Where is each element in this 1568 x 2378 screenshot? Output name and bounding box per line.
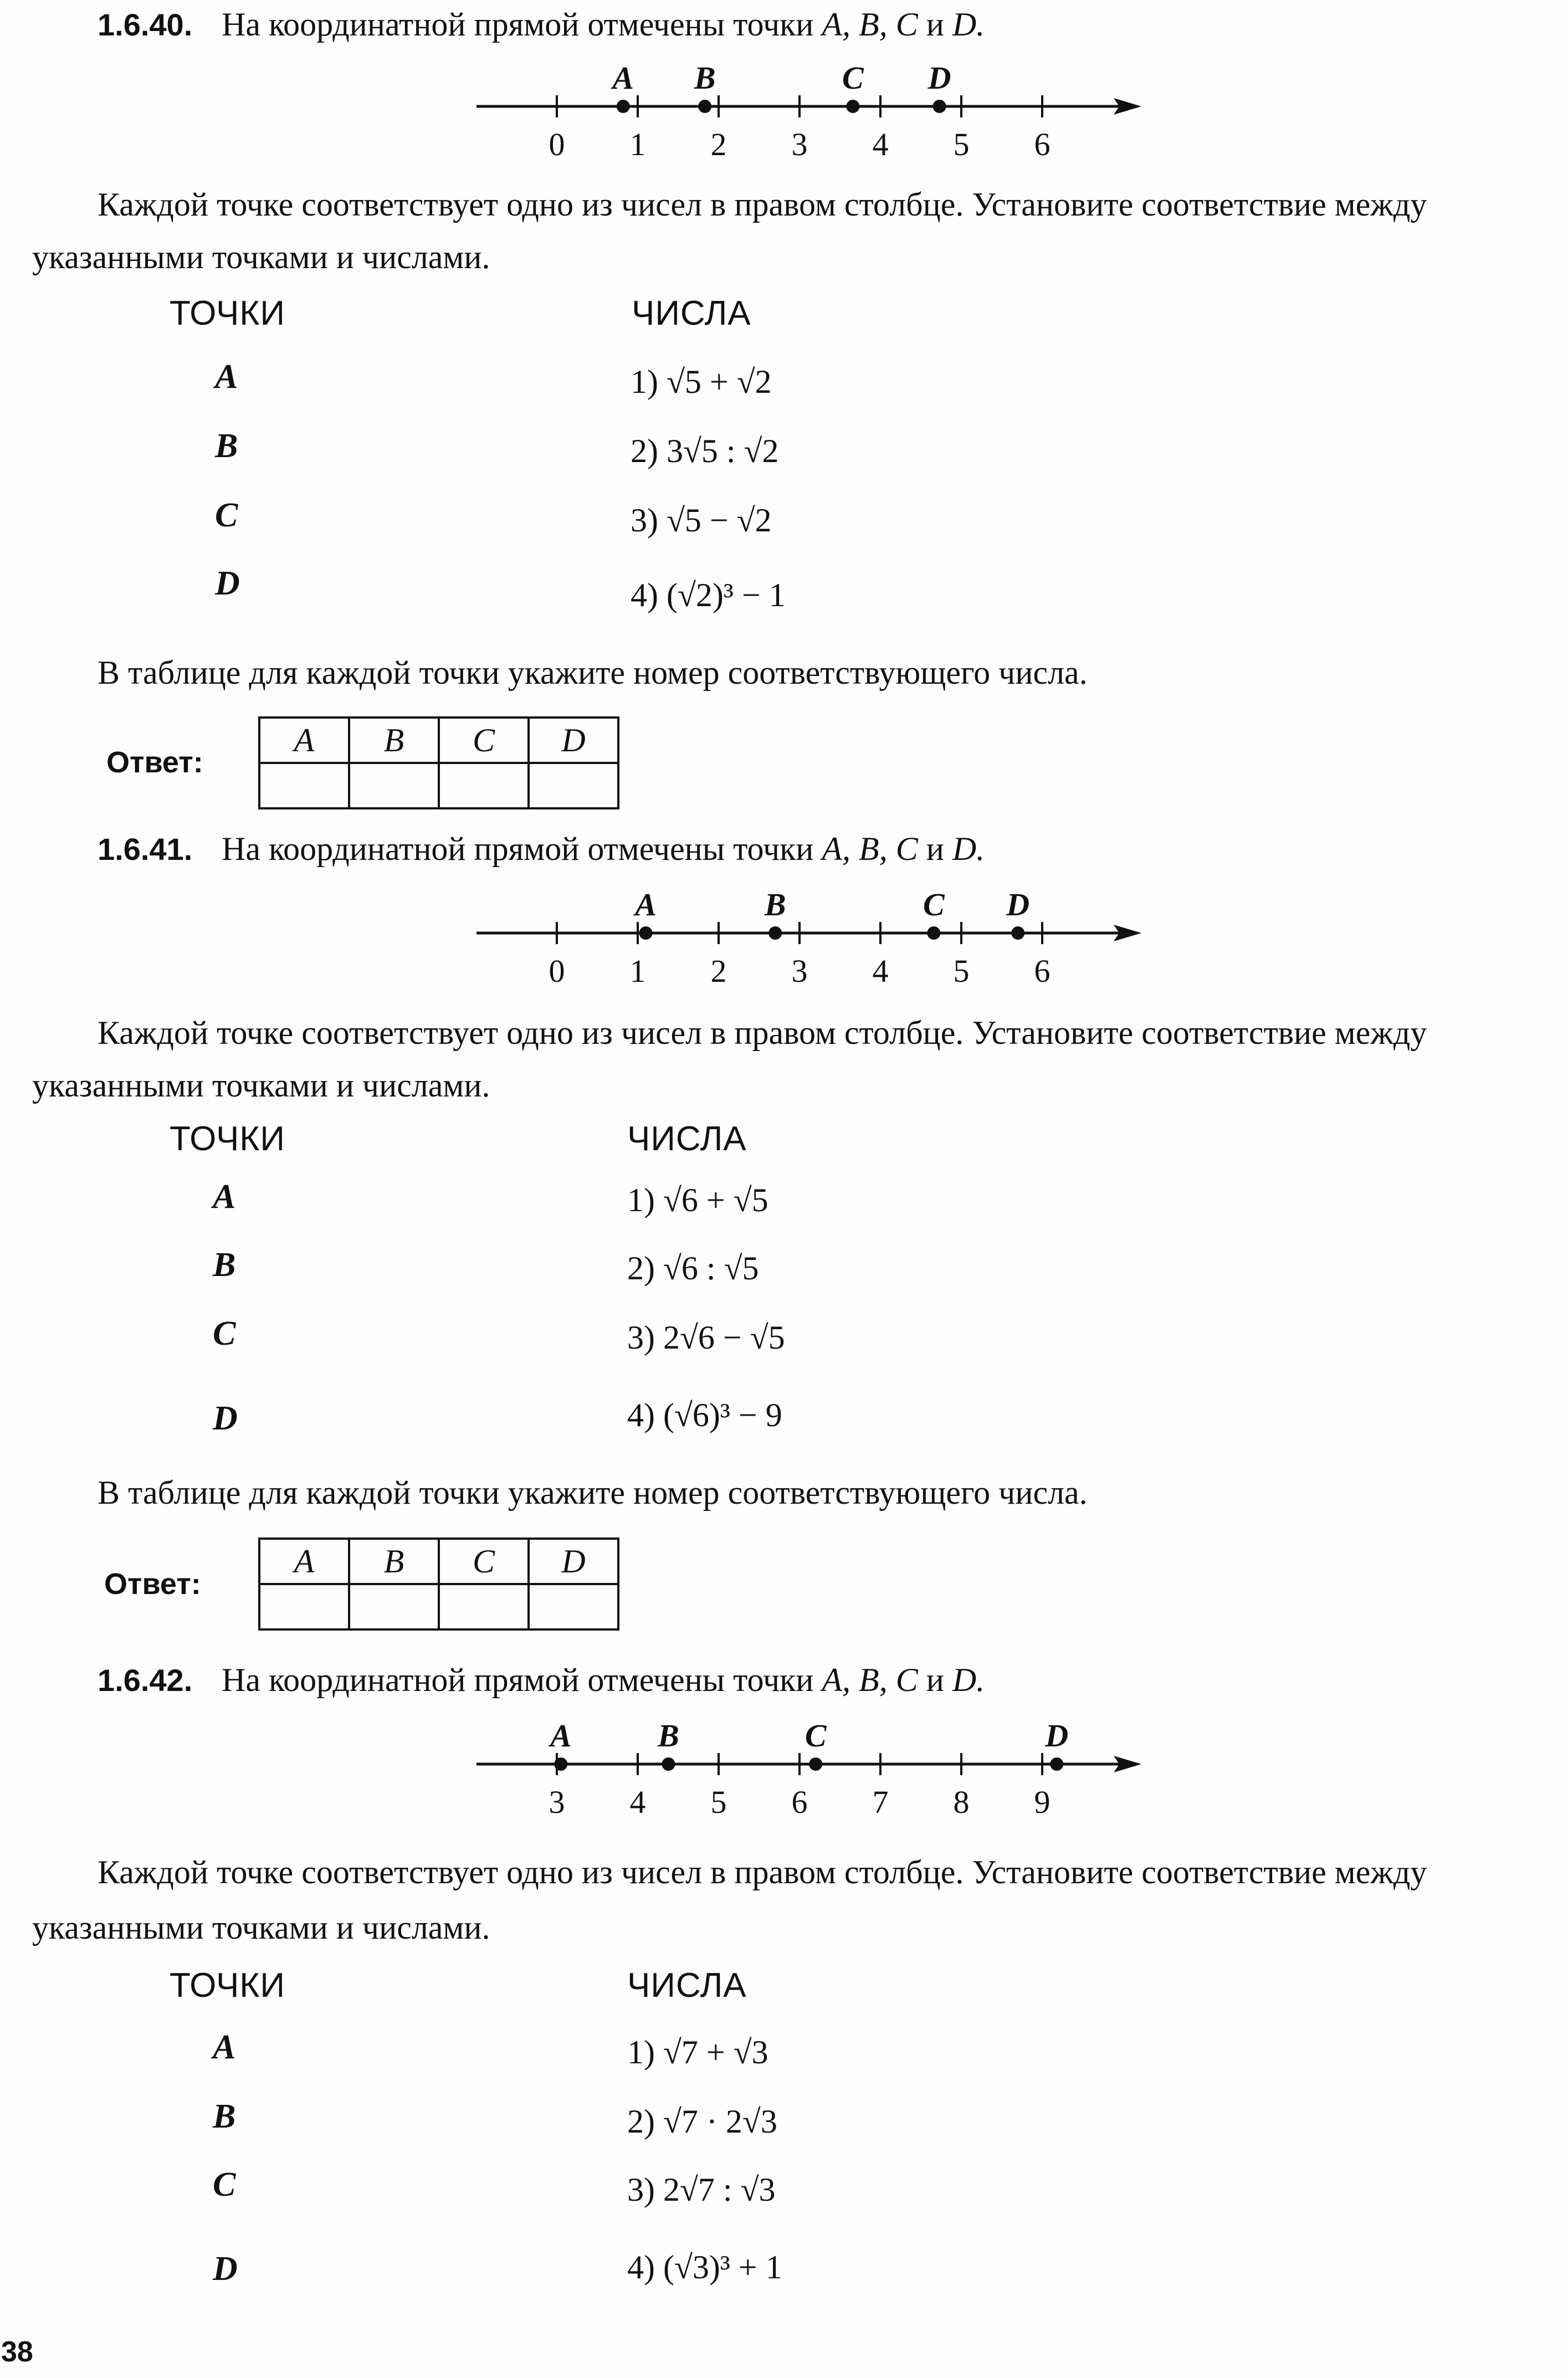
task-text-line-1: Каждой точке соответствует одно из чисел в правом столбце. Установите соответствие между xyxy=(98,1854,1427,1890)
points-list: A, B, C xyxy=(822,6,918,43)
task-statement xyxy=(222,830,985,868)
option-expression: √7 · 2√3 xyxy=(663,2103,777,2140)
answer-header: C xyxy=(439,1539,529,1584)
point-label: A xyxy=(213,1178,236,1216)
number-option xyxy=(627,2248,782,2287)
option-expression: √6 : √5 xyxy=(663,1250,759,1287)
point-label: D xyxy=(213,1400,238,1437)
axis-tick-label: 4 xyxy=(872,953,889,989)
points-column-header: ТОЧКИ xyxy=(170,1966,285,2005)
axis-point xyxy=(768,926,782,940)
option-number: 1) xyxy=(627,1182,655,1218)
and-text: и xyxy=(926,1662,944,1698)
axis-point xyxy=(617,100,630,113)
axis-tick-label: 6 xyxy=(1034,126,1051,162)
answer-cell[interactable] xyxy=(349,1584,439,1629)
option-expression: 2√6 − √5 xyxy=(663,1319,785,1356)
number-option xyxy=(627,2103,777,2141)
point-label: C xyxy=(215,496,238,534)
task-text-line-2: указанными точками и числами. xyxy=(32,1067,490,1104)
point-label: D xyxy=(213,2250,238,2288)
and-text: и xyxy=(926,6,944,43)
option-number: 4) xyxy=(631,577,658,613)
answer-header: C xyxy=(439,718,529,763)
points-list: A, B, C xyxy=(822,1662,918,1698)
axis-tick-label: 2 xyxy=(710,953,727,989)
answer-header: B xyxy=(349,718,439,763)
answer-cell[interactable] xyxy=(259,763,349,808)
option-number: 4) xyxy=(627,1397,655,1433)
axis-point-label: C xyxy=(842,60,864,96)
task-number: 1.6.42. xyxy=(98,1663,193,1698)
axis-point xyxy=(662,1757,675,1771)
number-option xyxy=(627,1319,785,1357)
number-line xyxy=(471,882,1152,998)
option-expression: (√3)³ + 1 xyxy=(663,2249,782,2285)
option-expression: √6 + √5 xyxy=(663,1182,768,1218)
answer-table xyxy=(258,1538,619,1631)
numbers-column-header: ЧИСЛА xyxy=(627,1120,747,1158)
axis-point-label: A xyxy=(550,1718,572,1754)
number-line xyxy=(471,55,1152,172)
axis-point-label: C xyxy=(805,1718,827,1754)
option-expression: √5 − √2 xyxy=(666,502,772,539)
last-point: D. xyxy=(952,1662,985,1698)
option-expression: 2√7 : √3 xyxy=(663,2171,776,2208)
points-list: A, B, C xyxy=(822,831,918,867)
answer-cell[interactable] xyxy=(439,1584,529,1629)
numbers-column-header: ЧИСЛА xyxy=(627,1966,747,2005)
axis-point-label: D xyxy=(1006,886,1030,922)
axis-point-label: A xyxy=(612,60,634,96)
task-text-line-1: Каждой точке соответствует одно из чисел в правом столбце. Установите соответствие между xyxy=(98,1014,1427,1051)
instruction: В таблице для каждой точки укажите номер соответствующего числа. xyxy=(98,1474,1088,1511)
option-expression: (√2)³ − 1 xyxy=(666,577,786,613)
statement-text: На координатной прямой отмечены точки xyxy=(222,831,814,867)
axis-tick-label: 4 xyxy=(872,126,889,162)
option-number: 3) xyxy=(627,2171,655,2208)
axis-tick-label: 5 xyxy=(710,1784,727,1820)
axis-point xyxy=(1011,926,1024,940)
answer-table xyxy=(258,716,619,809)
axis-tick-label: 8 xyxy=(953,1784,970,1820)
task-statement xyxy=(222,1661,985,1699)
axis-tick-label: 0 xyxy=(549,126,565,162)
option-number: 2) xyxy=(631,433,658,469)
task-text-line-1: Каждой точке соответствует одно из чисел в правом столбце. Установите соответствие между xyxy=(98,186,1427,223)
number-option xyxy=(631,576,786,614)
answer-header: D xyxy=(529,718,618,763)
option-number: 3) xyxy=(631,502,658,539)
answer-cell[interactable] xyxy=(529,1584,618,1629)
number-option xyxy=(627,1396,782,1434)
axis-point xyxy=(698,100,711,113)
and-text: и xyxy=(926,831,944,867)
option-expression: (√6)³ − 9 xyxy=(663,1397,782,1433)
answer-label: Ответ: xyxy=(106,746,203,779)
point-label: B xyxy=(215,427,238,465)
point-label: C xyxy=(213,2166,236,2203)
axis-tick-label: 9 xyxy=(1034,1784,1051,1820)
axis-point xyxy=(639,926,653,940)
axis-point xyxy=(927,926,940,940)
axis-point xyxy=(809,1757,822,1771)
option-number: 2) xyxy=(627,1250,655,1287)
instruction: В таблице для каждой точки укажите номер соответствующего числа. xyxy=(98,654,1088,691)
axis-point-label: D xyxy=(928,60,951,96)
answer-header: A xyxy=(259,1539,349,1584)
axis-point-label: B xyxy=(764,886,786,922)
option-number: 1) xyxy=(627,2034,655,2070)
option-expression: √7 + √3 xyxy=(663,2034,768,2070)
axis-point-label: A xyxy=(635,886,657,922)
axis-point xyxy=(554,1757,567,1771)
answer-label: Ответ: xyxy=(104,1567,201,1601)
point-label: A xyxy=(213,2028,236,2066)
task-number: 1.6.40. xyxy=(98,7,193,42)
option-expression: 3√5 : √2 xyxy=(666,433,779,469)
numbers-column-header: ЧИСЛА xyxy=(632,294,751,332)
axis-tick-label: 6 xyxy=(791,1784,808,1820)
task-text-line-2: указанными точками и числами. xyxy=(32,239,490,275)
last-point: D. xyxy=(952,831,985,867)
axis-tick-label: 3 xyxy=(791,126,808,162)
axis-point-label: B xyxy=(658,1718,679,1754)
number-option xyxy=(627,1181,768,1219)
axis-point xyxy=(1050,1757,1063,1771)
answer-cell[interactable] xyxy=(529,763,618,808)
last-point: D. xyxy=(952,6,985,43)
answer-cell[interactable] xyxy=(259,1584,349,1629)
number-option xyxy=(627,1249,759,1288)
option-number: 3) xyxy=(627,1319,655,1356)
point-label: B xyxy=(213,1246,236,1284)
axis-point-label: D xyxy=(1045,1718,1069,1754)
answer-header: A xyxy=(259,718,349,763)
number-option xyxy=(627,2171,776,2209)
answer-cell[interactable] xyxy=(439,763,529,808)
number-option xyxy=(627,2033,768,2072)
axis-tick-label: 7 xyxy=(872,1784,889,1820)
axis-tick-label: 5 xyxy=(953,953,970,989)
axis-tick-label: 4 xyxy=(629,1784,646,1820)
number-option xyxy=(631,432,779,470)
axis-tick-label: 2 xyxy=(710,126,727,162)
point-label: D xyxy=(215,565,240,602)
axis-tick-label: 5 xyxy=(953,126,970,162)
axis-tick-label: 1 xyxy=(629,953,646,989)
axis-tick-label: 0 xyxy=(549,953,565,989)
point-label: B xyxy=(213,2098,236,2135)
option-number: 2) xyxy=(627,2103,655,2140)
number-option xyxy=(631,501,772,540)
option-expression: √5 + √2 xyxy=(666,363,772,400)
axis-point xyxy=(846,100,859,113)
axis-point xyxy=(933,100,946,113)
point-label: A xyxy=(215,358,238,396)
task-text-line-2: указанными точками и числами. xyxy=(32,1909,490,1946)
number-line xyxy=(471,1713,1152,1829)
option-number: 4) xyxy=(627,2249,655,2285)
statement-text: На координатной прямой отмечены точки xyxy=(222,1662,814,1698)
option-number: 1) xyxy=(631,363,658,400)
answer-header: D xyxy=(529,1539,618,1584)
axis-tick-label: 3 xyxy=(549,1784,565,1820)
task-number: 1.6.41. xyxy=(98,832,193,867)
answer-header: B xyxy=(349,1539,439,1584)
page-number: 38 xyxy=(1,2336,33,2368)
task-statement xyxy=(222,6,985,44)
axis-tick-label: 6 xyxy=(1034,953,1051,989)
point-label: C xyxy=(213,1315,236,1352)
points-column-header: ТОЧКИ xyxy=(170,294,285,332)
axis-tick-label: 1 xyxy=(629,126,646,162)
number-option xyxy=(631,363,772,401)
points-column-header: ТОЧКИ xyxy=(170,1120,285,1158)
statement-text: На координатной прямой отмечены точки xyxy=(222,6,814,43)
axis-tick-label: 3 xyxy=(791,953,808,989)
axis-point-label: C xyxy=(923,886,945,922)
axis-point-label: B xyxy=(694,60,716,96)
answer-cell[interactable] xyxy=(349,763,439,808)
